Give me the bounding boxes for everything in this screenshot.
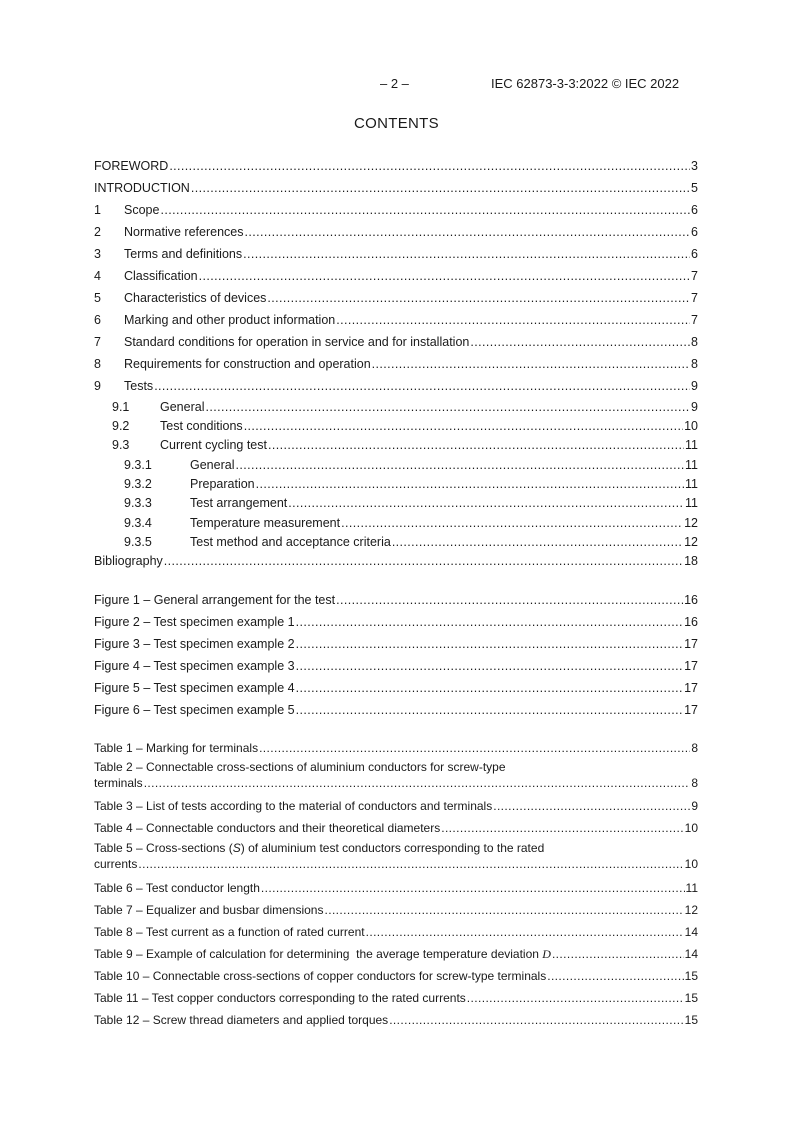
leader-dots: [441, 819, 683, 837]
toc-entry-9-3-5-test-method[interactable]: 9.3.5 Test method and acceptance criteria ..... 12: [94, 533, 698, 551]
leader-dots: [164, 552, 683, 570]
toc-entry-scope[interactable]: 1 Scope ..... 6: [94, 201, 698, 219]
leader-dots: [191, 179, 690, 197]
list-of-figures-entry[interactable]: Figure 4 – Test specimen example 3 ..... 17: [94, 657, 698, 675]
leader-dots: [235, 456, 684, 474]
leader-dots: [336, 311, 690, 329]
list-of-tables-entry[interactable]: Table 10 – Connectable cross-sections of copper conductors for screw-type terminals ..... 15: [94, 967, 698, 985]
leader-dots: [296, 701, 684, 719]
toc-entry-introduction[interactable]: INTRODUCTION ..... 5: [94, 179, 698, 197]
leader-dots: [261, 879, 685, 897]
leader-dots: [392, 533, 683, 551]
leader-dots: [552, 945, 684, 963]
leader-dots: [470, 333, 690, 351]
list-of-figures-entry[interactable]: Figure 3 – Test specimen example 2 ..... 17: [94, 635, 698, 653]
leader-dots: [245, 223, 691, 241]
toc-entry-normative-references[interactable]: 2 Normative references ..... 6: [94, 223, 698, 241]
list-of-tables-entry[interactable]: Table 9 – Example of calculation for determining the average temperature deviation D ..... 14: [94, 945, 698, 963]
leader-dots: [389, 1011, 683, 1029]
leader-dots: [296, 635, 684, 653]
leader-dots: [493, 797, 690, 815]
toc-entry-9-3-4-temperature[interactable]: 9.3.4 Temperature measurement ..... 12: [94, 514, 698, 532]
toc-entry-9-3-current-cycling[interactable]: 9.3 Current cycling test ..... 11: [94, 436, 698, 454]
leader-dots: [341, 514, 683, 532]
toc-entry-9-1-general[interactable]: 9.1 General ..... 9: [94, 398, 698, 416]
list-of-figures-entry[interactable]: Figure 5 – Test specimen example 4 ..... 17: [94, 679, 698, 697]
leader-dots: [268, 436, 684, 454]
toc-entry-9-2-test-conditions[interactable]: 9.2 Test conditions ..... 10: [94, 417, 698, 435]
toc-entry-requirements[interactable]: 8 Requirements for construction and operation ..... 8: [94, 355, 698, 373]
list-of-tables-entry[interactable]: Table 11 – Test copper conductors corresponding to the rated currents ..... 15: [94, 989, 698, 1007]
leader-dots: [154, 377, 690, 395]
leader-dots: [288, 494, 684, 512]
list-of-tables-entry[interactable]: Table 8 – Test current as a function of rated current ..... 14: [94, 923, 698, 941]
leader-dots: [547, 967, 683, 985]
leader-dots: [169, 157, 690, 175]
page-number: – 2 –: [380, 76, 409, 91]
document-reference: IEC 62873-3-3:2022 © IEC 2022: [491, 76, 680, 91]
toc-entry-9-3-2-preparation[interactable]: 9.3.2 Preparation ..... 11: [94, 475, 698, 493]
list-of-tables-entry[interactable]: Table 2 – Connectable cross-sections of aluminium conductors for screw-type terminals ..... 8: [94, 759, 698, 793]
list-of-tables-entry[interactable]: Table 3 – List of tests according to the material of conductors and terminals ..... 9: [94, 797, 698, 815]
list-of-figures-entry[interactable]: Figure 1 – General arrangement for the test ..... 16: [94, 591, 698, 609]
leader-dots: [259, 739, 690, 757]
leader-dots: [366, 923, 684, 941]
leader-dots: [199, 267, 690, 285]
page-title: CONTENTS: [354, 115, 439, 132]
toc-entry-marking[interactable]: 6 Marking and other product information ..... 7: [94, 311, 698, 329]
leader-dots: [243, 245, 690, 263]
toc-entry-classification[interactable]: 4 Classification ..... 7: [94, 267, 698, 285]
toc-entry-9-3-1-general[interactable]: 9.3.1 General ..... 11: [94, 456, 698, 474]
toc-entry-tests[interactable]: 9 Tests ..... 9: [94, 377, 698, 395]
list-of-tables-entry[interactable]: Table 7 – Equalizer and busbar dimensions ..... 12: [94, 901, 698, 919]
leader-dots: [138, 856, 683, 872]
leader-dots: [296, 613, 684, 631]
toc-entry-bibliography[interactable]: Bibliography ..... 18: [94, 552, 698, 570]
leader-dots: [372, 355, 690, 373]
toc-entry-foreword[interactable]: FOREWORD ..... 3: [94, 157, 698, 175]
list-of-tables-entry[interactable]: Table 12 – Screw thread diameters and applied torques ..... 15: [94, 1011, 698, 1029]
leader-dots: [467, 989, 684, 1007]
list-of-figures-entry[interactable]: Figure 2 – Test specimen example 1 ..... 16: [94, 613, 698, 631]
leader-dots: [336, 591, 683, 609]
list-of-figures-entry[interactable]: Figure 6 – Test specimen example 5 ..... 17: [94, 701, 698, 719]
leader-dots: [296, 679, 684, 697]
list-of-tables-entry[interactable]: Table 6 – Test conductor length ..... 11: [94, 879, 698, 897]
list-of-tables-entry[interactable]: Table 5 – Cross-sections (S) of aluminium test conductors corresponding to the rated currents ..... 10: [94, 840, 698, 874]
leader-dots: [324, 901, 683, 919]
toc-entry-characteristics[interactable]: 5 Characteristics of devices ..... 7: [94, 289, 698, 307]
leader-dots: [267, 289, 690, 307]
list-of-tables-entry[interactable]: Table 4 – Connectable conductors and their theoretical diameters ..... 10: [94, 819, 698, 837]
toc-entry-terms-definitions[interactable]: 3 Terms and definitions ..... 6: [94, 245, 698, 263]
leader-dots: [244, 417, 683, 435]
list-of-tables-entry[interactable]: Table 1 – Marking for terminals ..... 8: [94, 739, 698, 757]
leader-dots: [144, 775, 691, 791]
toc-entry-standard-conditions[interactable]: 7 Standard conditions for operation in service and for installation ..... 8: [94, 333, 698, 351]
leader-dots: [160, 201, 690, 219]
toc-entry-9-3-3-test-arrangement[interactable]: 9.3.3 Test arrangement ..... 11: [94, 494, 698, 512]
leader-dots: [205, 398, 690, 416]
leader-dots: [296, 657, 684, 675]
leader-dots: [256, 475, 684, 493]
